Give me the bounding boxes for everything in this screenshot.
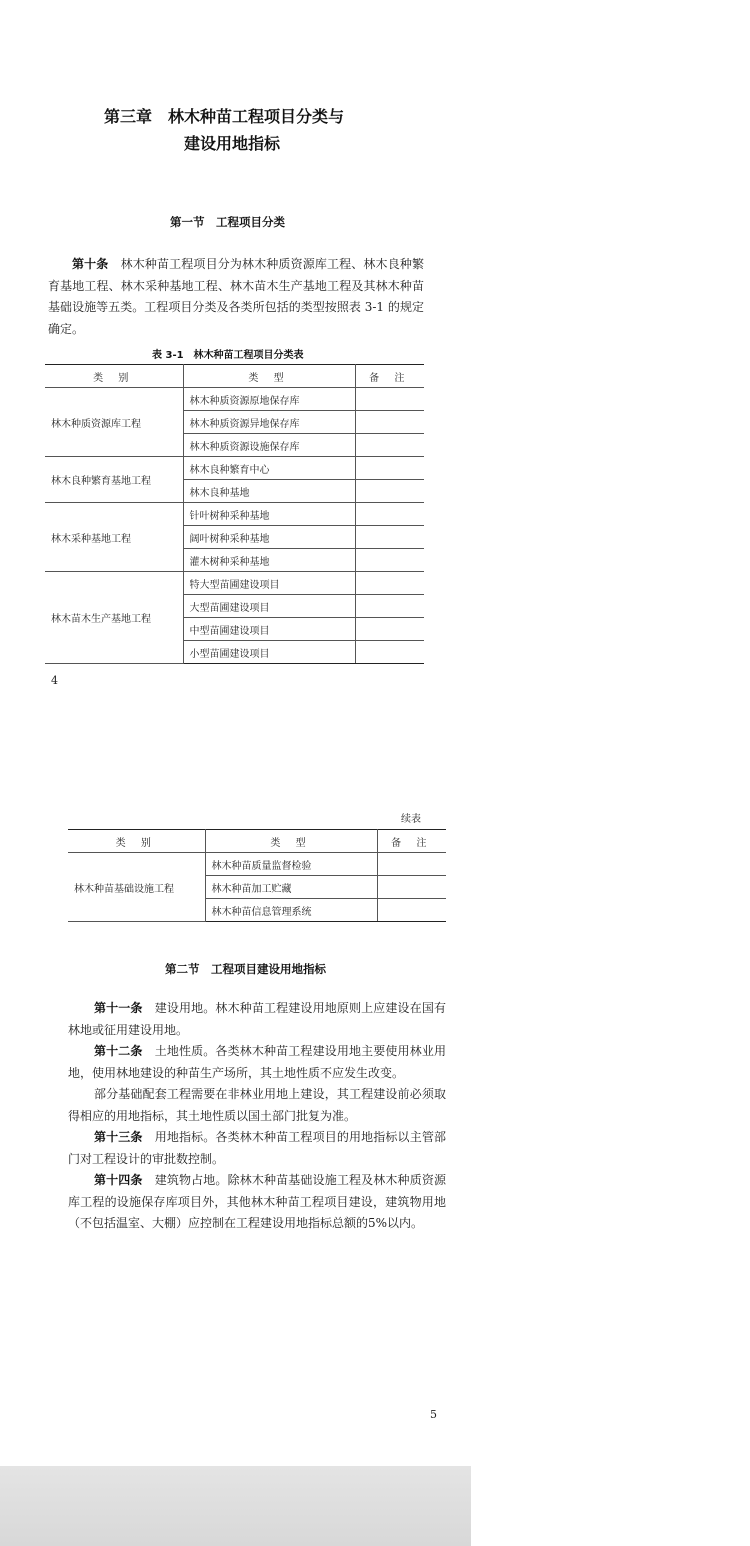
type-cell: 灌木树种采种基地 [183, 549, 355, 572]
section2-title: 第二节 工程项目建设用地指标 [165, 962, 326, 976]
article-lead: 第十三条 [94, 1130, 143, 1144]
type-cell: 大型苗圃建设项目 [183, 595, 355, 618]
article-paragraph [68, 1084, 446, 1127]
table-header-category: 类 别 [45, 365, 183, 388]
type-cell: 小型苗圃建设项目 [183, 641, 355, 664]
remark-cell [377, 853, 446, 876]
article-text: 建设用地。林木种苗工程建设用地原则上应建设在国有林地或征用建设用地。 [68, 1001, 446, 1037]
continued-table [68, 829, 446, 922]
remark-cell [355, 503, 424, 526]
type-cell: 林木种质资源异地保存库 [183, 411, 355, 434]
chapter-title-line2: 建设用地指标 [184, 134, 281, 153]
chapter-title-line1: 第三章 林木种苗工程项目分类与 [104, 107, 345, 126]
type-cell: 林木种质资源设施保存库 [183, 434, 355, 457]
category-cell: 林木采种基地工程 [45, 503, 183, 572]
remark-cell [355, 618, 424, 641]
type-cell: 林木种苗信息管理系统 [205, 899, 377, 922]
classification-table [45, 364, 424, 664]
table-header-remark: 备 注 [377, 830, 446, 853]
section2-body [68, 998, 446, 1235]
article-paragraph [68, 1127, 446, 1170]
table-header-remark: 备 注 [355, 365, 424, 388]
table-body [68, 853, 446, 922]
section1-title: 第一节 工程项目分类 [170, 215, 285, 229]
remark-cell [355, 641, 424, 664]
remark-cell [355, 549, 424, 572]
article10-lead: 第十条 [72, 257, 109, 271]
table-header-type: 类 型 [183, 365, 355, 388]
remark-cell [355, 572, 424, 595]
remark-cell [355, 480, 424, 503]
article-lead: 第十二条 [94, 1044, 143, 1058]
article-paragraph [68, 998, 446, 1041]
table-row [45, 388, 424, 411]
article-text: 建筑物占地。除林木种苗基础设施工程及林木种质资源库工程的设施保存库项目外，其他林木种苗工程项目建设，建筑物用地（不包括温室、大棚）应控制在工程建设用地指标总额的5%以内。 [68, 1173, 446, 1230]
scan-shadow [0, 1466, 471, 1546]
table-row [45, 457, 424, 480]
table-header-category: 类 别 [68, 830, 205, 853]
type-cell: 林木种质资源原地保存库 [183, 388, 355, 411]
type-cell: 林木良种基地 [183, 480, 355, 503]
remark-cell [377, 876, 446, 899]
article-lead: 第十一条 [94, 1001, 143, 1015]
table-body [45, 388, 424, 664]
category-cell: 林木良种繁育基地工程 [45, 457, 183, 503]
remark-cell [355, 457, 424, 480]
remark-cell [355, 434, 424, 457]
page-number-left: 4 [51, 674, 58, 687]
type-cell: 针叶树种采种基地 [183, 503, 355, 526]
article-text: 部分基础配套工程需要在非林业用地上建设，其工程建设前必须取得相应的用地指标，其土地性质以国土部门批复为准。 [68, 1087, 446, 1123]
continued-table-label: 续表 [401, 814, 421, 825]
page-number-right: 5 [430, 1408, 437, 1421]
category-cell: 林木种质资源库工程 [45, 388, 183, 457]
category-cell: 林木苗木生产基地工程 [45, 572, 183, 664]
remark-cell [355, 526, 424, 549]
article-paragraph [68, 1041, 446, 1084]
type-cell: 阔叶树种采种基地 [183, 526, 355, 549]
remark-cell [355, 388, 424, 411]
type-cell: 中型苗圃建设项目 [183, 618, 355, 641]
table-row [68, 853, 446, 876]
chapter-title [104, 105, 344, 156]
type-cell: 林木良种繁育中心 [183, 457, 355, 480]
article-paragraph [68, 1170, 446, 1235]
article-lead: 第十四条 [94, 1173, 143, 1187]
table-header-type: 类 型 [205, 830, 377, 853]
remark-cell [355, 595, 424, 618]
table-row [45, 572, 424, 595]
category-cell: 林木种苗基础设施工程 [68, 853, 205, 922]
type-cell: 林木种苗质量监督检验 [205, 853, 377, 876]
remark-cell [377, 899, 446, 922]
table1-caption: 表 3-1 林木种苗工程项目分类表 [152, 350, 304, 361]
article10-paragraph [48, 254, 424, 340]
type-cell: 林木种苗加工贮藏 [205, 876, 377, 899]
type-cell: 特大型苗圃建设项目 [183, 572, 355, 595]
table-row [45, 503, 424, 526]
remark-cell [355, 411, 424, 434]
article-text: 土地性质。各类林木种苗工程建设用地主要使用林业用地，使用林地建设的种苗生产场所，其土地性质不应发生改变。 [68, 1044, 446, 1080]
article-text: 用地指标。各类林木种苗工程项目的用地指标以主管部门对工程设计的审批数控制。 [68, 1130, 446, 1166]
article10-text: 林木种苗工程项目分为林木种质资源库工程、林木良种繁育基地工程、林木采种基地工程、林木苗木生产基地工程及其林木种苗基础设施等五类。工程项目分类及各类所包括的类型按照表 3-1 的规定确定。 [48, 257, 424, 336]
